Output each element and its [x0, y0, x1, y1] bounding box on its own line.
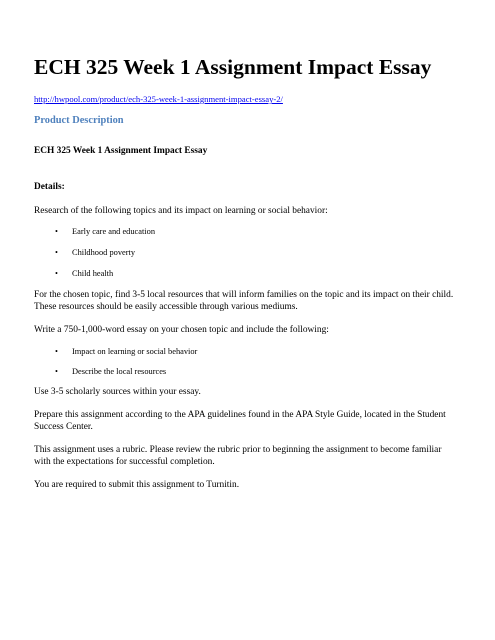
details-label: Details: — [34, 182, 65, 192]
topic-item-early-care — [55, 227, 156, 236]
bullet-icon: • — [55, 269, 58, 278]
topic-label: Childhood poverty — [72, 248, 136, 257]
bullet-icon: • — [55, 227, 58, 236]
topic-item-childhood-poverty — [55, 248, 136, 257]
bullet-icon: • — [55, 248, 58, 257]
research-intro: Research of the following topics and its impact on learning or social behavior: — [34, 206, 328, 216]
page-title: ECH 325 Week 1 Assignment Impact Essay — [34, 55, 432, 79]
essay-item-impact — [55, 347, 198, 356]
topic-label: Early care and education — [72, 227, 156, 236]
topic-label: Child health — [72, 269, 114, 278]
turnitin-paragraph: You are required to submit this assignment to Turnitin. — [34, 480, 240, 490]
sources-paragraph: Use 3-5 scholarly sources within your essay. — [34, 387, 201, 397]
rubric-paragraph: This assignment uses a rubric. Please review the rubric prior to beginning the assignment to become familiar with the expectations for successful completion. — [34, 445, 442, 467]
product-link[interactable]: http://hwpool.com/product/ech-325-week-1-assignment-impact-essay-2/ — [34, 94, 283, 104]
essay-item-resources — [55, 367, 167, 376]
bullet-icon: • — [55, 367, 58, 376]
resources-paragraph: For the chosen topic, find 3-5 local resources that will inform families on the topic and its impact on their child. These resources should be easily accessible through various mediums. — [34, 290, 454, 312]
essay-item-label: Impact on learning or social behavior — [72, 347, 198, 356]
essay-item-label: Describe the local resources — [72, 367, 167, 376]
bullet-icon: • — [55, 347, 58, 356]
essay-intro: Write a 750-1,000-word essay on your chosen topic and include the following: — [34, 325, 329, 335]
topic-item-child-health — [55, 269, 114, 278]
apa-paragraph: Prepare this assignment according to the APA guidelines found in the APA Style Guide, located in the Student Success Center. — [34, 410, 446, 432]
product-description-heading: Product Description — [34, 115, 124, 126]
product-title: ECH 325 Week 1 Assignment Impact Essay — [34, 146, 208, 156]
